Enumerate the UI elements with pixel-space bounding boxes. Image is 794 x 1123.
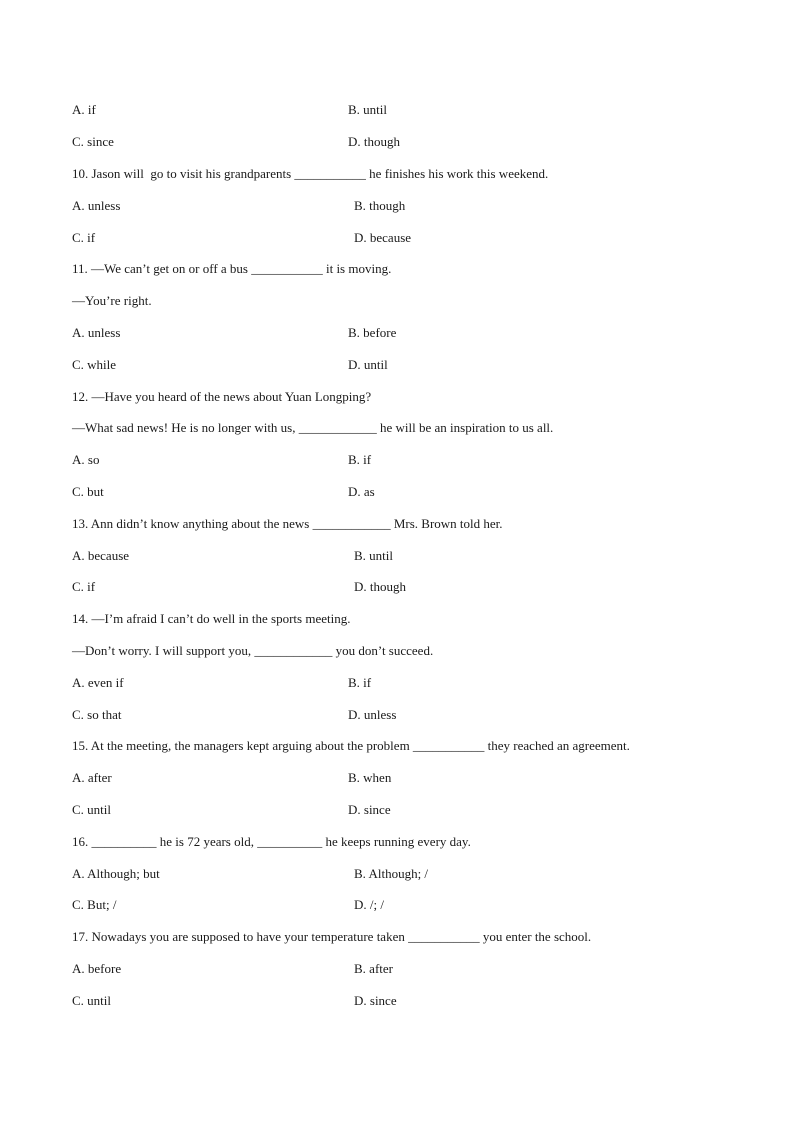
q10-option-c: C. if <box>72 230 96 245</box>
q16-stem: 16. __________ he is 72 years old, __________ he keeps running every day. <box>72 834 471 849</box>
q14-option-d: D. unless <box>348 707 397 722</box>
q15-option-a: A. after <box>72 770 112 785</box>
q12-stem: 12. —Have you heard of the news about Yuan Longping? <box>72 389 372 404</box>
q12-option-a: A. so <box>72 452 100 467</box>
q15-option-b: B. when <box>348 770 392 785</box>
q13-option-c: C. if <box>72 579 96 594</box>
q11-option-d: D. until <box>348 357 388 372</box>
q14-option-b: B. if <box>348 675 372 690</box>
q11-reply: —You’re right. <box>72 293 152 308</box>
q11-option-c: C. while <box>72 357 117 372</box>
q13-option-d: D. though <box>354 579 406 594</box>
q12-option-c: C. but <box>72 484 104 499</box>
q15-option-c: C. until <box>72 802 112 817</box>
q15-stem: 15. At the meeting, the managers kept arguing about the problem ___________ they reached an agreement. <box>72 738 630 753</box>
q9-option-d: D. though <box>348 134 400 149</box>
q13-option-b: B. until <box>354 548 394 563</box>
q10-option-b: B. though <box>354 198 406 213</box>
q11-option-a: A. unless <box>72 325 121 340</box>
q13-option-a: A. because <box>72 548 130 563</box>
q12-option-d: D. as <box>348 484 375 499</box>
q16-option-a: A. Although; but <box>72 866 160 881</box>
q12-reply: —What sad news! He is no longer with us, ____________ he will be an inspiration to us all. <box>72 420 554 435</box>
q17-option-a: A. before <box>72 961 122 976</box>
q10-option-a: A. unless <box>72 198 121 213</box>
q17-stem: 17. Nowadays you are supposed to have your temperature taken ___________ you enter the school. <box>72 929 592 944</box>
q9-option-c: C. since <box>72 134 114 149</box>
q17-option-b: B. after <box>354 961 393 976</box>
q14-option-a: A. even if <box>72 675 124 690</box>
q14-reply: —Don’t worry. I will support you, ____________ you don’t succeed. <box>72 643 434 658</box>
q16-option-b: B. Although; / <box>354 866 429 881</box>
q17-option-d: D. since <box>354 993 397 1008</box>
q11-stem: 11. —We can’t get on or off a bus ___________ it is moving. <box>72 261 392 276</box>
q14-stem: 14. —I’m afraid I can’t do well in the sports meeting. <box>72 611 351 626</box>
q11-option-b: B. before <box>348 325 397 340</box>
q10-option-d: D. because <box>354 230 412 245</box>
q12-option-b: B. if <box>348 452 372 467</box>
q16-option-d: D. /; / <box>354 897 384 912</box>
q17-option-c: C. until <box>72 993 112 1008</box>
q10-stem: 10. Jason will go to visit his grandparents ___________ he finishes his work this weekend. <box>72 166 549 181</box>
q16-option-c: C. But; / <box>72 897 117 912</box>
q15-option-d: D. since <box>348 802 391 817</box>
q9-option-a: A. if <box>72 102 96 117</box>
q14-option-c: C. so that <box>72 707 122 722</box>
q13-stem: 13. Ann didn’t know anything about the news ____________ Mrs. Brown told her. <box>72 516 503 531</box>
q9-option-b: B. until <box>348 102 388 117</box>
